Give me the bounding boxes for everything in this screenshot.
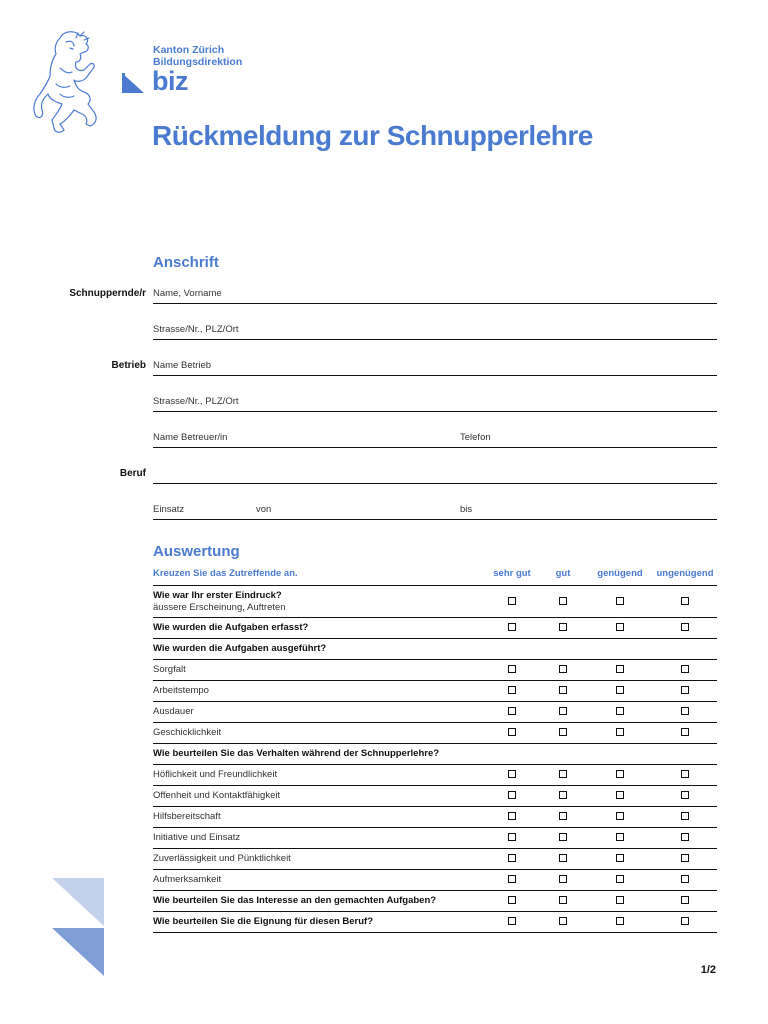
table-row	[153, 617, 717, 638]
period-field[interactable]	[153, 500, 717, 520]
rating-checkbox[interactable]	[616, 875, 624, 883]
table-row	[153, 722, 717, 743]
rating-checkbox[interactable]	[681, 875, 689, 883]
table-row	[153, 869, 717, 890]
criterion-label: Aufmerksamkeit	[153, 869, 485, 890]
biz-mark-icon	[122, 73, 144, 93]
rating-checkbox[interactable]	[616, 812, 624, 820]
question-label: Wie wurden die Aufgaben ausgeführt?	[153, 638, 717, 659]
question-label: Wie beurteilen Sie das Verhalten während der Schnupperlehre?	[153, 743, 717, 764]
phone-placeholder: Telefon	[460, 432, 491, 443]
rating-checkbox[interactable]	[559, 597, 567, 605]
address2-placeholder: Strasse/Nr., PLZ/Ort	[153, 396, 239, 407]
zurich-lion-logo-icon	[30, 28, 102, 136]
anschrift-heading: Anschrift	[153, 254, 219, 271]
page-title: Rückmeldung zur Schnupperlehre	[152, 120, 593, 151]
rating-checkbox[interactable]	[681, 707, 689, 715]
section-row	[153, 743, 717, 764]
rating-checkbox[interactable]	[508, 791, 516, 799]
rating-checkbox[interactable]	[559, 917, 567, 925]
name-field[interactable]	[153, 284, 717, 304]
criterion-label: Sorgfalt	[153, 659, 485, 680]
rating-checkbox[interactable]	[681, 686, 689, 694]
page-number: 1/2	[700, 964, 716, 976]
rating-checkbox[interactable]	[681, 896, 689, 904]
rating-checkbox[interactable]	[616, 833, 624, 841]
schnuppernde-label: Schnuppernde/r	[69, 288, 146, 299]
betrieb-label: Betrieb	[111, 360, 146, 371]
evaluation-header-row	[153, 563, 717, 585]
table-row	[153, 911, 717, 932]
table-row	[153, 764, 717, 785]
section-row	[153, 638, 717, 659]
rating-checkbox[interactable]	[559, 686, 567, 694]
name-placeholder: Name, Vorname	[153, 288, 222, 299]
table-row	[153, 585, 717, 617]
rating-checkbox[interactable]	[681, 623, 689, 631]
rating-checkbox[interactable]	[681, 812, 689, 820]
rating-checkbox[interactable]	[559, 770, 567, 778]
rating-checkbox[interactable]	[508, 728, 516, 736]
criterion-label: Geschicklichkeit	[153, 722, 485, 743]
question-label	[153, 585, 485, 617]
table-row	[153, 659, 717, 680]
supervisor-placeholder: Name Betreuer/in	[153, 432, 228, 443]
rating-checkbox[interactable]	[508, 623, 516, 631]
rating-checkbox[interactable]	[559, 833, 567, 841]
rating-checkbox[interactable]	[508, 854, 516, 862]
rating-checkbox[interactable]	[681, 833, 689, 841]
company-name-placeholder: Name Betrieb	[153, 360, 212, 371]
criterion-label: Ausdauer	[153, 701, 485, 722]
table-row	[153, 827, 717, 848]
evaluation-table	[153, 563, 717, 933]
rating-checkbox[interactable]	[616, 791, 624, 799]
question-text: Wie war Ihr erster Eindruck?	[153, 589, 282, 601]
rating-checkbox[interactable]	[559, 812, 567, 820]
rating-checkbox[interactable]	[681, 728, 689, 736]
company-name-field[interactable]	[153, 356, 717, 376]
rating-checkbox[interactable]	[616, 896, 624, 904]
rating-checkbox[interactable]	[681, 770, 689, 778]
rating-checkbox[interactable]	[681, 917, 689, 925]
rating-checkbox[interactable]	[616, 707, 624, 715]
rating-checkbox[interactable]	[508, 833, 516, 841]
rating-checkbox[interactable]	[508, 597, 516, 605]
rating-checkbox[interactable]	[508, 770, 516, 778]
table-row	[153, 848, 717, 869]
table-row	[153, 701, 717, 722]
einsatz-placeholder: Einsatz	[153, 504, 185, 515]
rating-checkbox[interactable]	[616, 854, 624, 862]
column-sehr-gut: sehr gut	[485, 563, 539, 585]
rating-checkbox[interactable]	[559, 707, 567, 715]
brand-header	[153, 44, 242, 68]
table-row	[153, 890, 717, 911]
rating-checkbox[interactable]	[508, 707, 516, 715]
bis-placeholder: bis	[460, 504, 473, 515]
rating-checkbox[interactable]	[508, 686, 516, 694]
rating-checkbox[interactable]	[508, 917, 516, 925]
rating-checkbox[interactable]	[616, 665, 624, 673]
column-gut: gut	[539, 563, 587, 585]
rating-checkbox[interactable]	[681, 665, 689, 673]
address2-field[interactable]	[153, 392, 717, 412]
table-row	[153, 680, 717, 701]
decorative-triangles-icon	[52, 878, 104, 976]
rating-checkbox[interactable]	[559, 791, 567, 799]
criterion-label: Offenheit und Kontaktfähigkeit	[153, 785, 485, 806]
rating-checkbox[interactable]	[559, 728, 567, 736]
criterion-label: Hilfsbereitschaft	[153, 806, 485, 827]
criterion-label: Arbeitstempo	[153, 680, 485, 701]
canton-name: Kanton Zürich	[153, 44, 225, 56]
directorate-name: Bildungsdirektion	[153, 56, 243, 68]
question-label: Wie wurden die Aufgaben erfasst?	[153, 617, 485, 638]
beruf-label: Beruf	[119, 468, 146, 479]
rating-checkbox[interactable]	[559, 665, 567, 673]
rating-checkbox[interactable]	[508, 665, 516, 673]
rating-checkbox[interactable]	[616, 597, 624, 605]
supervisor-field[interactable]	[153, 428, 717, 448]
criterion-label: Zuverlässigkeit und Pünktlichkeit	[153, 848, 485, 869]
rating-checkbox[interactable]	[616, 728, 624, 736]
rating-checkbox[interactable]	[616, 770, 624, 778]
rating-checkbox[interactable]	[508, 812, 516, 820]
rating-checkbox[interactable]	[681, 854, 689, 862]
address1-field[interactable]	[153, 320, 717, 340]
address1-placeholder: Strasse/Nr., PLZ/Ort	[153, 324, 239, 335]
rating-checkbox[interactable]	[508, 875, 516, 883]
rating-checkbox[interactable]	[559, 623, 567, 631]
rating-checkbox[interactable]	[681, 791, 689, 799]
rating-checkbox[interactable]	[559, 875, 567, 883]
question-label: Wie beurteilen Sie das Interesse an den gemachten Aufgaben?	[153, 890, 485, 911]
instruction-text: Kreuzen Sie das Zutreffende an.	[153, 563, 485, 585]
rating-checkbox[interactable]	[616, 623, 624, 631]
rating-checkbox[interactable]	[681, 597, 689, 605]
column-ungenuegend: ungenügend	[653, 563, 717, 585]
rating-checkbox[interactable]	[559, 854, 567, 862]
table-row	[153, 785, 717, 806]
table-row	[153, 806, 717, 827]
rating-checkbox[interactable]	[559, 896, 567, 904]
rating-checkbox[interactable]	[508, 896, 516, 904]
rating-checkbox[interactable]	[616, 917, 624, 925]
rating-checkbox[interactable]	[616, 686, 624, 694]
column-genuegend: genügend	[587, 563, 653, 585]
von-placeholder: von	[256, 504, 272, 515]
biz-logotype: biz	[152, 66, 188, 96]
profession-field[interactable]	[153, 464, 717, 484]
criterion-label: Initiative und Einsatz	[153, 827, 485, 848]
question-label: Wie beurteilen Sie die Eignung für diesen Beruf?	[153, 911, 485, 932]
question-subtext: äussere Erscheinung, Auftreten	[153, 601, 286, 613]
criterion-label: Höflichkeit und Freundlichkeit	[153, 764, 485, 785]
auswertung-heading: Auswertung	[153, 543, 240, 560]
